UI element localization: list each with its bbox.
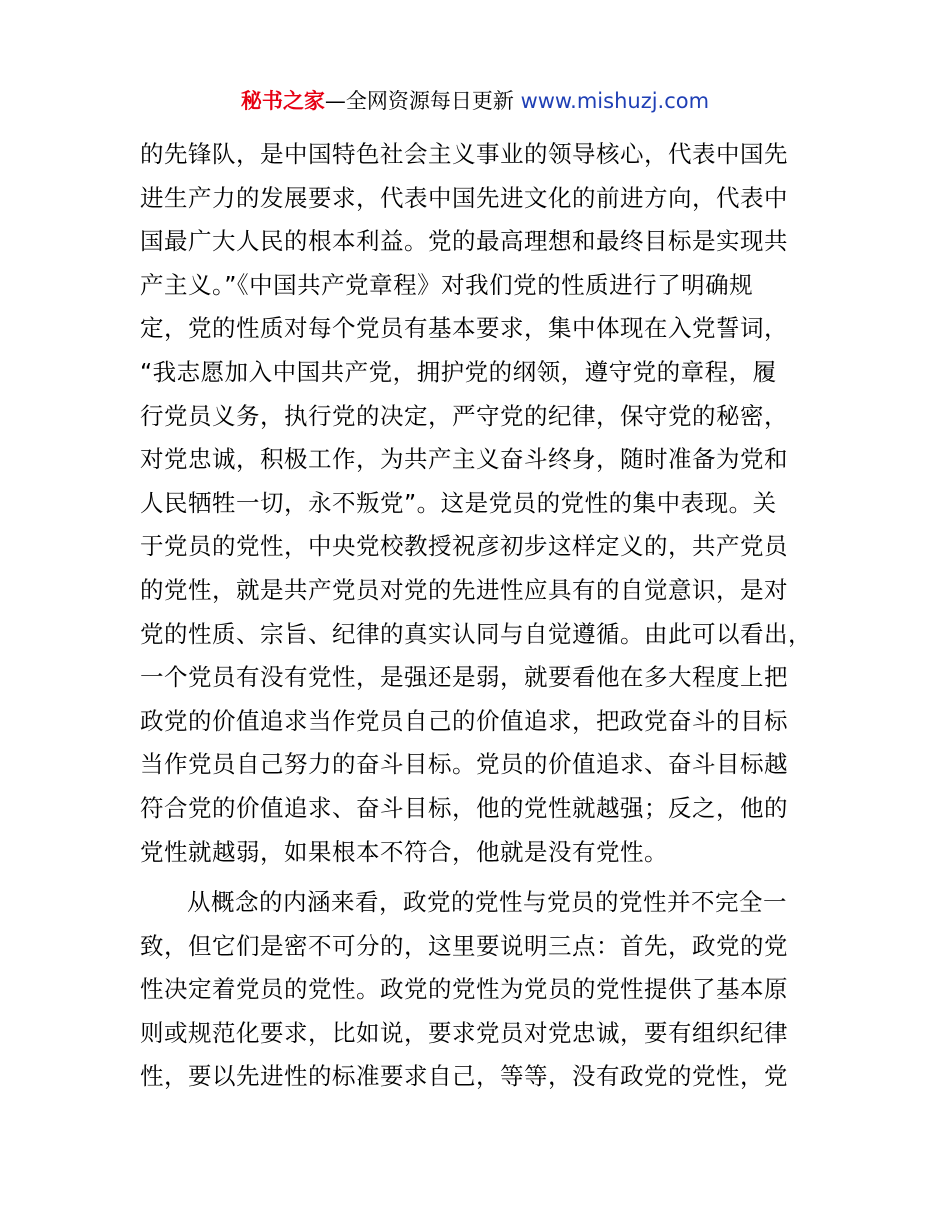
document-body — [140, 133, 820, 1099]
text-line: “我志愿加入中国共产党，拥护党的纲领，遵守党的章程，履 — [140, 357, 777, 386]
site-slogan: —全网资源每日更新 — [324, 89, 514, 113]
text-line: 的先锋队，是中国特色社会主义事业的领导核心，代表中国先 — [140, 140, 788, 168]
text-line: 的党性，就是共产党员对党的先进性应具有的自觉意识，是对 — [140, 575, 788, 604]
text-line: 人民牺牲一切，永不叛党”。这是党员的党性的集中表现。关 — [140, 488, 777, 517]
site-url-link[interactable]: www.mishuzj.com — [520, 89, 710, 113]
text-line: 政党的价值追求当作党员自己的价值追求，把政党奋斗的目标 — [140, 706, 788, 735]
site-brand: 秘书之家 — [240, 89, 325, 113]
text-line: 一个党员有没有党性，是强还是弱，就要看他在多大程度上把 — [140, 663, 788, 692]
text-line: 对党忠诚，积极工作，为共产主义奋斗终身，随时准备为党和 — [140, 445, 788, 474]
page-header — [0, 86, 950, 116]
text-line: 产主义。”《中国共产党章程》对我们党的性质进行了明确规 — [140, 270, 754, 299]
text-line: 从概念的内涵来看，政党的党性与党员的党性并不完全一 — [187, 888, 787, 917]
text-line: 致，但它们是密不可分的，这里要说明三点：首先，政党的党 — [140, 931, 788, 960]
paragraph — [140, 133, 820, 874]
text-line: 定，党的性质对每个党员有基本要求，集中体现在入党誓词， — [140, 314, 788, 343]
paragraph-spacer — [140, 874, 820, 881]
text-line: 党的性质、宗旨、纪律的真实认同与自觉遵循。由此可以看出， — [140, 619, 812, 648]
text-line: 党性就越弱，如果根本不符合，他就是没有党性。 — [140, 837, 668, 866]
text-line: 行党员义务，执行党的决定，严守党的纪律，保守党的秘密， — [140, 401, 788, 430]
text-line: 国最广大人民的根本利益。党的最高理想和最终目标是实现共 — [140, 227, 788, 256]
text-line: 当作党员自己努力的奋斗目标。党员的价值追求、奋斗目标越 — [140, 750, 788, 779]
text-line: 性，要以先进性的标准要求自己，等等，没有政党的党性，党 — [140, 1062, 788, 1091]
text-line: 性决定着党员的党性。政党的党性为党员的党性提供了基本原 — [140, 975, 788, 1004]
text-line: 符合党的价值追求、奋斗目标，他的党性就越强；反之，他的 — [140, 793, 788, 822]
paragraph — [140, 881, 820, 1099]
text-line: 于党员的党性，中央党校教授祝彦初步这样定义的，共产党员 — [140, 532, 788, 561]
text-line: 进生产力的发展要求，代表中国先进文化的前进方向，代表中 — [140, 183, 788, 212]
text-line: 则或规范化要求，比如说，要求党员对党忠诚，要有组织纪律 — [140, 1018, 788, 1047]
